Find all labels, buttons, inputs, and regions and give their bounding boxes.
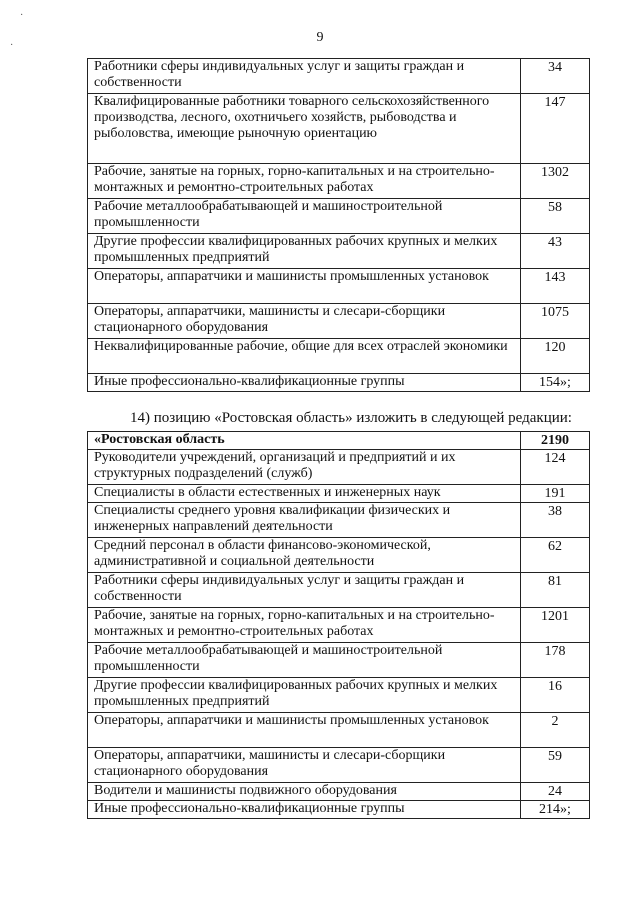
occupation-quota: 38 bbox=[521, 503, 590, 538]
table-row bbox=[88, 538, 590, 573]
table-row bbox=[88, 374, 590, 392]
occupations-table-rostov bbox=[87, 431, 590, 819]
occupation-name: Работники сферы индивидуальных услуг и защиты граждан и собственности bbox=[88, 59, 521, 94]
occupation-quota: 34 bbox=[521, 59, 590, 94]
occupation-name: Квалифицированные работники товарного сельскохозяйственного производства, лесного, охотничьего хозяйств, рыбоводства и рыболовства, имеющие рыночную ориентацию bbox=[88, 94, 521, 164]
table-row bbox=[88, 485, 590, 503]
table-row bbox=[88, 748, 590, 783]
occupation-name: Операторы, аппаратчики и машинисты промышленных установок bbox=[88, 713, 521, 748]
occupation-quota: 58 bbox=[521, 199, 590, 234]
occupation-quota: 124 bbox=[521, 450, 590, 485]
scan-speck: · bbox=[20, 10, 24, 21]
occupation-name: Операторы, аппаратчики, машинисты и слесари-сборщики стационарного оборудования bbox=[88, 748, 521, 783]
occupation-quota: 147 bbox=[521, 94, 590, 164]
occupation-quota: 2 bbox=[521, 713, 590, 748]
occupation-name: Специалисты в области естественных и инженерных наук bbox=[88, 485, 521, 503]
table-row bbox=[88, 573, 590, 608]
table-row bbox=[88, 164, 590, 199]
table-row bbox=[88, 678, 590, 713]
table-row bbox=[88, 94, 590, 164]
table-row bbox=[88, 801, 590, 819]
table-row bbox=[88, 269, 590, 304]
occupation-quota: 154»; bbox=[521, 374, 590, 392]
occupation-name: Другие профессии квалифицированных рабочих крупных и мелких промышленных предприятий bbox=[88, 234, 521, 269]
occupation-name: Работники сферы индивидуальных услуг и защиты граждан и собственности bbox=[88, 573, 521, 608]
region-total: 2190 bbox=[521, 432, 590, 450]
table-row bbox=[88, 234, 590, 269]
occupation-quota: 120 bbox=[521, 339, 590, 374]
occupation-quota: 24 bbox=[521, 783, 590, 801]
occupation-quota: 1302 bbox=[521, 164, 590, 199]
occupation-quota: 191 bbox=[521, 485, 590, 503]
occupation-quota: 81 bbox=[521, 573, 590, 608]
occupation-name: Неквалифицированные рабочие, общие для всех отраслей экономики bbox=[88, 339, 521, 374]
occupation-quota: 178 bbox=[521, 643, 590, 678]
table-row bbox=[88, 59, 590, 94]
occupation-name: Специалисты среднего уровня квалификации физических и инженерных направлений деятельности bbox=[88, 503, 521, 538]
table-row bbox=[88, 199, 590, 234]
table-row bbox=[88, 339, 590, 374]
occupation-quota: 1075 bbox=[521, 304, 590, 339]
amendment-instruction: 14) позицию «Ростовская область» изложить в следующей редакции: bbox=[130, 410, 572, 426]
occupation-quota: 16 bbox=[521, 678, 590, 713]
table-row bbox=[88, 608, 590, 643]
occupation-name: Рабочие, занятые на горных, горно-капитальных и на строительно-монтажных и ремонтно-строительных работах bbox=[88, 608, 521, 643]
occupation-name: Рабочие металлообрабатывающей и машиностроительной промышленности bbox=[88, 199, 521, 234]
occupation-quota: 43 bbox=[521, 234, 590, 269]
scan-speck: · bbox=[10, 40, 14, 51]
occupation-name: Средний персонал в области финансово-экономической, административной и социальной деятельности bbox=[88, 538, 521, 573]
occupation-name: Руководители учреждений, организаций и предприятий и их структурных подразделений (служб) bbox=[88, 450, 521, 485]
table-row bbox=[88, 783, 590, 801]
table-row bbox=[88, 713, 590, 748]
occupation-quota: 59 bbox=[521, 748, 590, 783]
occupation-quota: 1201 bbox=[521, 608, 590, 643]
occupation-name: Другие профессии квалифицированных рабочих крупных и мелких промышленных предприятий bbox=[88, 678, 521, 713]
occupation-name: Операторы, аппаратчики, машинисты и слесари-сборщики стационарного оборудования bbox=[88, 304, 521, 339]
occupation-quota: 214»; bbox=[521, 801, 590, 819]
occupation-name: Иные профессионально-квалификационные группы bbox=[88, 374, 521, 392]
table-row bbox=[88, 304, 590, 339]
occupation-name: Водители и машинисты подвижного оборудования bbox=[88, 783, 521, 801]
occupation-quota: 62 bbox=[521, 538, 590, 573]
table-header-row bbox=[88, 432, 590, 450]
page-number: 9 bbox=[316, 30, 324, 45]
occupation-name: Рабочие, занятые на горных, горно-капитальных и на строительно-монтажных и ремонтно-строительных работах bbox=[88, 164, 521, 199]
occupations-table-previous bbox=[87, 58, 590, 392]
occupation-quota: 143 bbox=[521, 269, 590, 304]
table-row bbox=[88, 450, 590, 485]
table-row bbox=[88, 643, 590, 678]
occupation-name: Рабочие металлообрабатывающей и машиностроительной промышленности bbox=[88, 643, 521, 678]
region-name: «Ростовская область bbox=[88, 432, 521, 450]
occupation-name: Иные профессионально-квалификационные группы bbox=[88, 801, 521, 819]
occupation-name: Операторы, аппаратчики и машинисты промышленных установок bbox=[88, 269, 521, 304]
table-row bbox=[88, 503, 590, 538]
